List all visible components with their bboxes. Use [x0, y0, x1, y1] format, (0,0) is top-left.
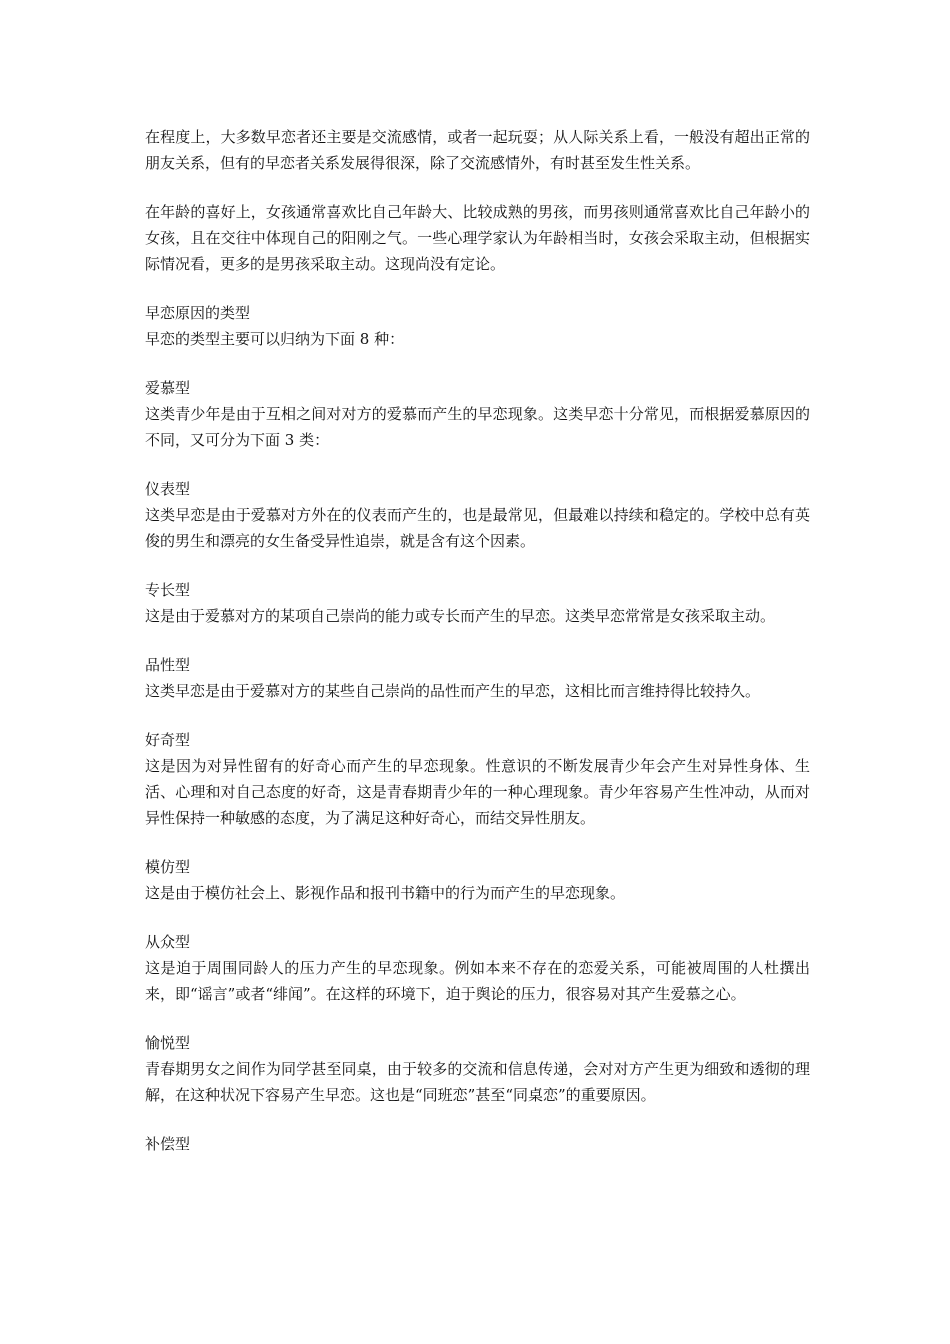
paragraph-gap: [145, 906, 810, 929]
paragraph-gap: [145, 704, 810, 727]
paragraph-degree: 在程度上，大多数早恋者还主要是交流感情，或者一起玩耍；从人际关系上看，一般没有超出正常的朋友关系，但有的早恋者关系发展得很深，除了交流感情外，有时甚至发生性关系。: [145, 128, 810, 172]
section-heading-cause-types: 早恋原因的类型: [145, 304, 251, 322]
section-heading-pleasure: 愉悦型: [145, 1034, 191, 1052]
section-text-character: 这类早恋是由于爱慕对方的某些自己崇尚的品性而产生的早恋，这相比而言维持得比较持久。: [145, 682, 761, 700]
section-text-talent: 这是由于爱慕对方的某项自己崇尚的能力或专长而产生的早恋。这类早恋常常是女孩采取主动。: [145, 607, 776, 625]
paragraph-gap: [145, 277, 810, 300]
section-heading-curiosity: 好奇型: [145, 731, 191, 749]
section-heading-conformity: 从众型: [145, 933, 191, 951]
section-text-admiration: 这类青少年是由于互相之间对对方的爱慕而产生的早恋现象。这类早恋十分常见，而根据爱慕原因的不同，又可分为下面 3 类：: [145, 405, 810, 449]
section-heading-appearance: 仪表型: [145, 480, 191, 498]
section-text-conformity: 这是迫于周围同龄人的压力产生的早恋现象。例如本来不存在的恋爱关系，可能被周围的人杜撰出来，即“谣言”或者“绯闻”。在这样的环境下，迫于舆论的压力，很容易对其产生爱慕之心。: [145, 959, 810, 1003]
section-heading-character: 品性型: [145, 656, 191, 674]
paragraph-gap: [145, 629, 810, 652]
paragraph-age-preference: 在年龄的喜好上，女孩通常喜欢比自己年龄大、比较成熟的男孩，而男孩则通常喜欢比自己年龄小的女孩，且在交往中体现自己的阳刚之气。一些心理学家认为年龄相当时，女孩会采取主动，但根据实际情况看，更多的是男孩采取主动。这现尚没有定论。: [145, 203, 810, 273]
section-text-cause-types: 早恋的类型主要可以归纳为下面 8 种：: [145, 330, 405, 348]
paragraph-gap: [145, 352, 810, 375]
paragraph-gap: [145, 176, 810, 199]
section-text-pleasure: 青春期男女之间作为同学甚至同桌，由于较多的交流和信息传递，会对对方产生更为细致和透彻的理解，在这种状况下容易产生早恋。这也是“同班恋”甚至“同桌恋”的重要原因。: [145, 1060, 810, 1104]
paragraph-gap: [145, 831, 810, 854]
section-text-curiosity: 这是因为对异性留有的好奇心而产生的早恋现象。性意识的不断发展青少年会产生对异性身体、生活、心理和对自己态度的好奇，这是青春期青少年的一种心理现象。青少年容易产生性冲动，从而对异性保持一种敏感的态度，为了满足这种好奇心，而结交异性朋友。: [145, 757, 810, 827]
paragraph-gap: [145, 1007, 810, 1030]
section-heading-imitation: 模仿型: [145, 858, 191, 876]
paragraph-gap: [145, 453, 810, 476]
section-heading-compensation: 补偿型: [145, 1135, 191, 1153]
paragraph-gap: [145, 1108, 810, 1131]
section-text-appearance: 这类早恋是由于爱慕对方外在的仪表而产生的，也是最常见，但最难以持续和稳定的。学校中总有英俊的男生和漂亮的女生备受异性追崇，就是含有这个因素。: [145, 506, 810, 550]
section-heading-admiration: 爱慕型: [145, 379, 191, 397]
section-text-imitation: 这是由于模仿社会上、影视作品和报刊书籍中的行为而产生的早恋现象。: [145, 884, 626, 902]
paragraph-gap: [145, 554, 810, 577]
document-page: [145, 124, 810, 1157]
section-heading-talent: 专长型: [145, 581, 191, 599]
